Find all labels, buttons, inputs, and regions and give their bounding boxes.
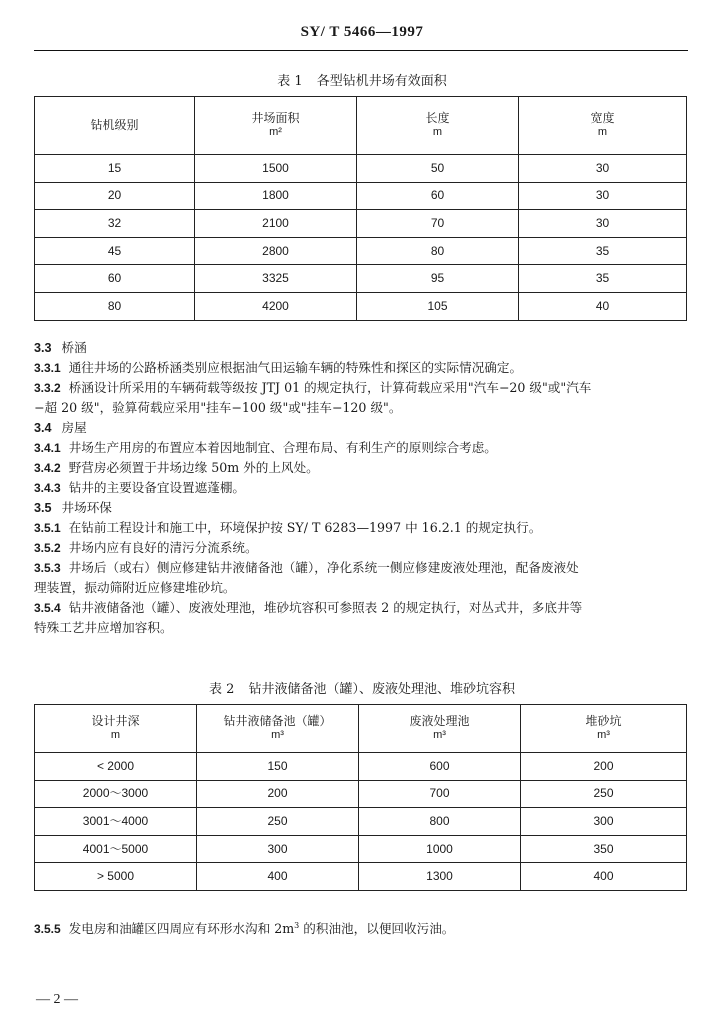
table-row <box>35 210 687 238</box>
table-cell: 35 <box>519 237 687 265</box>
clause <box>34 558 688 578</box>
table-cell: 150 <box>197 753 359 781</box>
clause-number: 3.4.3 <box>34 481 61 495</box>
clause-text: 桥涵设计所采用的车辆荷载等级按 JTJ 01 的规定执行，计算荷载应采用"汽车−20 级"或"汽车 <box>68 380 592 395</box>
clause-continuation <box>34 398 688 418</box>
table-row <box>35 265 687 293</box>
table-row <box>35 237 687 265</box>
table-row <box>35 753 687 781</box>
table2 <box>34 704 687 891</box>
section-number: 3.4 <box>34 421 52 435</box>
table-cell: 95 <box>357 265 519 293</box>
table-cell: < 2000 <box>35 753 197 781</box>
clause-number: 3.4.2 <box>34 461 61 475</box>
clause-number: 3.4.1 <box>34 441 61 455</box>
body-text-after-table2 <box>34 916 688 936</box>
table1-header-row <box>35 97 687 155</box>
table2-header-cell <box>521 705 687 753</box>
clause-text: 的积油池，以便回收污油。 <box>299 921 455 937</box>
clause-text: 井场后（或右）侧应修建钻井液储备池（罐），净化系统一侧应修建废液处理池，配备废液处 <box>68 560 579 575</box>
table-row <box>35 155 687 183</box>
table-cell: 40 <box>519 292 687 320</box>
clause-text: 野营房必须置于井场边缘 50m 外的上风处。 <box>68 460 319 475</box>
table-cell: 35 <box>519 265 687 293</box>
table-cell: 30 <box>519 155 687 183</box>
section-title: 房屋 <box>61 420 87 435</box>
column-unit: m³ <box>271 729 284 742</box>
clause-continuation <box>34 618 688 638</box>
table-row <box>35 808 687 836</box>
table-cell: 2800 <box>195 237 357 265</box>
column-name: 设计井深 <box>91 714 140 729</box>
clause-text: 理装置，振动筛附近应修建堆砂坑。 <box>34 580 236 595</box>
table-cell: 80 <box>357 237 519 265</box>
page-number: — 2 — <box>36 992 78 1007</box>
table-row <box>35 292 687 320</box>
table-cell: 20 <box>35 182 195 210</box>
column-name: 钻机级别 <box>90 118 139 132</box>
table-cell: 45 <box>35 237 195 265</box>
table1-header-cell <box>357 97 519 155</box>
clause-text: 在钻前工程设计和施工中，环境保护按 SY/ T 6283—1997 中 16.2.1 的规定执行。 <box>68 520 542 535</box>
clause-number: 3.5.1 <box>34 521 61 535</box>
table-cell: 70 <box>357 210 519 238</box>
table-cell: 250 <box>521 780 687 808</box>
table-cell: 15 <box>35 155 195 183</box>
clause-number: 3.3.1 <box>34 361 61 375</box>
table-cell: 32 <box>35 210 195 238</box>
table-cell: 2000～3000 <box>35 780 197 808</box>
table1-header-cell <box>519 97 687 155</box>
clause-number: 3.5.3 <box>34 561 61 575</box>
clause <box>34 598 688 618</box>
clause <box>34 458 688 478</box>
column-name: 废液处理池 <box>409 714 470 729</box>
table2-header-cell <box>197 705 359 753</box>
table-row <box>35 182 687 210</box>
clause <box>34 478 688 498</box>
table-cell: 4200 <box>195 292 357 320</box>
table-cell: 300 <box>197 835 359 863</box>
table-cell: 60 <box>35 265 195 293</box>
table-cell: 1800 <box>195 182 357 210</box>
table2-header-cell <box>35 705 197 753</box>
clause <box>34 538 688 558</box>
column-name: 堆砂坑 <box>585 714 622 729</box>
table1-header-cell <box>195 97 357 155</box>
column-name: 钻井液储备池（罐） <box>223 714 332 729</box>
table-cell: > 5000 <box>35 863 197 891</box>
table-cell: 1000 <box>359 835 521 863</box>
column-unit: m³ <box>597 729 610 742</box>
table-cell: 350 <box>521 835 687 863</box>
table-cell: 50 <box>357 155 519 183</box>
table-cell: 3001～4000 <box>35 808 197 836</box>
table-cell: 4001～5000 <box>35 835 197 863</box>
table-cell: 80 <box>35 292 195 320</box>
clause-number: 3.5.5 <box>34 922 61 937</box>
column-name: 井场面积 <box>251 111 300 126</box>
section-number: 3.5 <box>34 501 52 515</box>
clause-number: 3.5.4 <box>34 601 61 615</box>
clause-text: 井场内应有良好的清污分流系统。 <box>68 540 258 555</box>
table-cell: 30 <box>519 210 687 238</box>
page-header <box>0 24 724 41</box>
column-unit: m <box>597 126 608 139</box>
table-cell: 60 <box>357 182 519 210</box>
column-unit: m <box>432 126 443 139</box>
column-unit: m² <box>269 126 282 139</box>
clause-text: 发电房和油罐区四周应有环形水沟和 2m <box>68 921 295 937</box>
table-cell: 400 <box>521 863 687 891</box>
column-name: 长度 <box>425 111 450 126</box>
table-cell: 105 <box>357 292 519 320</box>
table-cell: 200 <box>521 753 687 781</box>
table-cell: 1500 <box>195 155 357 183</box>
clause-text: 特殊工艺井应增加容积。 <box>34 620 173 635</box>
header-rule <box>34 50 688 51</box>
table2-header-row <box>35 705 687 753</box>
table-row <box>35 863 687 891</box>
table1-title: 各型钻机井场有效面积 <box>316 74 447 89</box>
table1-caption <box>0 70 724 89</box>
clause <box>34 916 688 936</box>
table2-title: 钻井液储备池（罐）、废液处理池、堆砂坑容积 <box>248 682 515 697</box>
clause-number: 3.3.2 <box>34 381 61 395</box>
table1 <box>34 96 687 321</box>
clause-text: 井场生产用房的布置应本着因地制宜、合理布局、有利生产的原则综合考虑。 <box>68 440 497 455</box>
clause <box>34 378 688 398</box>
clause-text: 钻井的主要设备宜设置遮蓬棚。 <box>68 480 246 495</box>
column-unit: m <box>110 729 121 742</box>
clause <box>34 438 688 458</box>
table-row <box>35 835 687 863</box>
superscript: 3 <box>294 921 300 930</box>
table2-label: 表 2 <box>209 682 235 697</box>
body-text <box>34 338 688 638</box>
column-unit: m³ <box>433 729 446 742</box>
standard-code: SY/ T 5466—1997 <box>300 24 424 40</box>
table1-label: 表 1 <box>277 74 303 89</box>
table-cell: 250 <box>197 808 359 836</box>
clause-text: 钻井液储备池（罐）、废液处理池，堆砂坑容积可参照表 2 的规定执行，对丛式井，多底井等 <box>68 600 583 615</box>
clause-text: −超 20 级"，验算荷载应采用"挂车−100 级"或"挂车−120 级"。 <box>34 400 402 415</box>
section-title: 井场环保 <box>61 500 112 515</box>
table2-caption <box>0 678 724 697</box>
table2-header-cell <box>359 705 521 753</box>
section-number: 3.3 <box>34 341 52 355</box>
table-cell: 300 <box>521 808 687 836</box>
table1-header-cell <box>35 97 195 155</box>
table-cell: 30 <box>519 182 687 210</box>
clause <box>34 358 688 378</box>
table-cell: 700 <box>359 780 521 808</box>
table-cell: 800 <box>359 808 521 836</box>
table-cell: 400 <box>197 863 359 891</box>
table-row <box>35 780 687 808</box>
section-title: 桥涵 <box>61 340 87 355</box>
clause-continuation <box>34 578 688 598</box>
clause-text: 通往井场的公路桥涵类别应根据油气田运输车辆的特殊性和探区的实际情况确定。 <box>68 360 523 375</box>
table-cell: 200 <box>197 780 359 808</box>
section-heading <box>34 338 688 358</box>
table-cell: 1300 <box>359 863 521 891</box>
clause <box>34 518 688 538</box>
table-cell: 600 <box>359 753 521 781</box>
section-heading <box>34 498 688 518</box>
clause-number: 3.5.2 <box>34 541 61 555</box>
section-heading <box>34 418 688 438</box>
table-cell: 3325 <box>195 265 357 293</box>
column-name: 宽度 <box>590 111 615 126</box>
table-cell: 2100 <box>195 210 357 238</box>
